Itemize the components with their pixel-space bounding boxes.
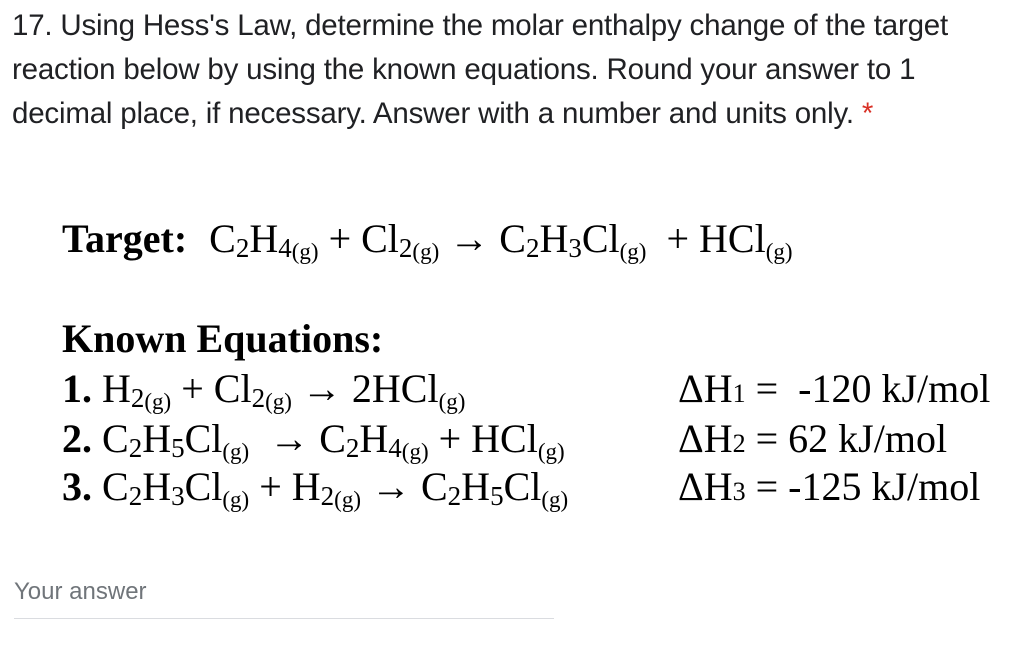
required-asterisk: * [861,97,874,130]
known-equation-1: 1. H2(g) + Cl2(g) → 2HCl(g) [62,366,466,414]
target-label: Target: [62,216,188,261]
arrow-icon: → [360,464,421,509]
arrow-icon: → [249,416,320,461]
delta-h-1: ΔH1 = -120 kJ/mol [678,366,991,411]
target-product-2: HCl(g) [699,216,793,264]
question-title [12,4,1012,136]
question-image [0,205,1024,525]
delta-h-2: ΔH2 = 62 kJ/mol [678,416,948,461]
answer-input[interactable] [14,578,554,619]
target-product-1: C2H3Cl(g) [499,216,647,264]
delta-h-3: ΔH3 = -125 kJ/mol [678,464,981,509]
target-reactant-2: Cl2(g) [361,216,440,264]
arrow-icon: → [291,366,352,411]
target-reactant-1: C2H4(g) [209,216,319,264]
answer-area [14,578,554,619]
known-equations-title: Known Equations: [62,316,384,361]
question-text: 17. Using Hess's Law, determine the molar enthalpy change of the target reaction below by using the known equations. Round your answer to 1 decimal place, if necessary. Answer with a number and units only. [12,9,948,130]
target-reaction: Target: C2H4(g) + Cl2(g) → C2H3Cl(g) + HCl(g) [62,216,793,264]
known-equation-3: 3. C2H3Cl(g) + H2(g) → C2H5Cl(g) [62,464,569,512]
arrow-icon: → [439,216,500,261]
known-equation-2: 2. C2H5Cl(g) → C2H4(g) + HCl(g) [62,416,565,464]
